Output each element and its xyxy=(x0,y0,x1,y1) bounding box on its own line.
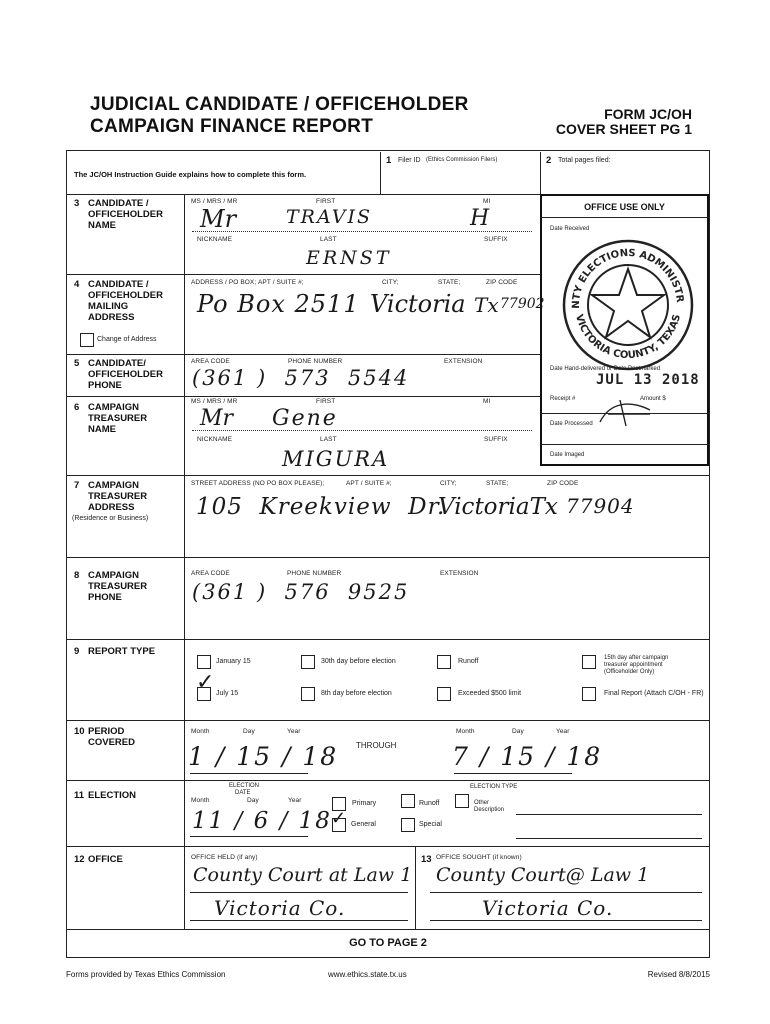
s4-state-value[interactable]: Tx xyxy=(474,293,499,317)
date-postmarked-label: Date Hand-delivered or Date Postmarked xyxy=(550,366,661,372)
s4-city-label: CITY; xyxy=(382,279,399,286)
s4-address-label: ADDRESS / PO BOX; xyxy=(191,279,257,286)
s7-label-2: TREASURER xyxy=(88,491,148,502)
box2-number: 2 xyxy=(546,155,552,166)
report-exceeded-label: Exceeded $500 limit xyxy=(458,690,522,697)
s4-zip-value[interactable]: 77902 xyxy=(500,296,545,312)
s9-number: 9 xyxy=(74,646,80,657)
s6-label-2: TREASURER xyxy=(88,413,148,424)
s5-phone-value[interactable]: (361 ) 573 5544 xyxy=(192,366,410,390)
form-title-line1: JUDICIAL CANDIDATE / OFFICEHOLDER xyxy=(90,94,469,115)
election-general-label: General xyxy=(351,821,376,828)
s6-label-1: CAMPAIGN xyxy=(88,402,140,413)
s6-prefix-value[interactable]: Mr xyxy=(200,406,234,431)
total-pages-label: Total pages filed: xyxy=(558,157,611,164)
office-sought-value-2[interactable]: Victoria Co. xyxy=(482,896,614,920)
s8-area-label: AREA CODE xyxy=(191,570,230,577)
through-label: THROUGH xyxy=(356,741,397,750)
election-runoff-checkbox[interactable] xyxy=(401,794,415,808)
s7-zip-label: ZIP CODE xyxy=(547,480,579,487)
county-seal-stamp xyxy=(561,238,695,372)
s10-number: 10 xyxy=(74,726,85,737)
s7-number: 7 xyxy=(74,480,80,491)
box1-number: 1 xyxy=(386,155,392,166)
s6-first-value[interactable]: Gene xyxy=(272,406,338,431)
s10-from-month-label: Month xyxy=(191,728,210,735)
report-15th-day-label-1: 15th day after campaign xyxy=(604,655,669,661)
filer-id-sublabel: (Ethics Commission Filers) xyxy=(426,157,498,163)
s6-nickname-label: NICKNAME xyxy=(197,436,233,443)
instruction-note: The JC/OH Instruction Guide explains how to complete this form. xyxy=(74,170,307,179)
election-description-label: Description xyxy=(474,807,505,813)
s11-date-value[interactable]: 11 / 6 / 18 xyxy=(192,808,332,834)
form-id-line1: FORM JC/OH xyxy=(604,106,692,122)
report-30th-day-label: 30th day before election xyxy=(321,658,396,665)
report-8th-day-label: 8th day before election xyxy=(321,690,392,697)
s10-to-value[interactable]: 7 / 15 / 18 xyxy=(452,742,603,771)
receipt-label: Receipt # xyxy=(550,396,576,402)
election-special-label: Special xyxy=(419,821,442,828)
change-of-address-checkbox[interactable] xyxy=(80,333,94,347)
footer-revised: Revised 8/8/2015 xyxy=(647,970,710,979)
s13-number: 13 xyxy=(421,854,432,865)
s4-zip-label: ZIP CODE xyxy=(486,279,518,286)
s11-month-label: Month xyxy=(191,797,210,804)
form-id-line2: COVER SHEET PG 1 xyxy=(555,121,692,137)
s7-label-3: ADDRESS xyxy=(88,502,135,513)
initials-scribble xyxy=(590,396,670,432)
s3-prefix-value[interactable]: Mr xyxy=(200,205,237,233)
s4-label-1: CANDIDATE / xyxy=(88,279,149,290)
s3-label-2: OFFICEHOLDER xyxy=(88,209,163,220)
election-general-checkmark: ✓ xyxy=(331,808,347,829)
s11-date-label: DATE xyxy=(235,790,251,796)
s3-last-label: LAST xyxy=(320,236,337,243)
election-type-label: ELECTION TYPE xyxy=(470,784,518,790)
s10-to-day-label: Day xyxy=(512,728,524,735)
change-of-address-label: Change of Address xyxy=(97,336,157,343)
s3-last-value[interactable]: ERNST xyxy=(306,247,392,269)
s3-mi-label: MI xyxy=(483,198,491,205)
amount-label: Amount $ xyxy=(640,396,666,402)
s7-street-label: STREET ADDRESS (NO PO BOX PLEASE); xyxy=(191,480,325,487)
report-july-15-checkmark: ✓ xyxy=(196,670,215,695)
report-exceeded-checkbox[interactable] xyxy=(437,687,451,701)
s6-last-value[interactable]: MIGURA xyxy=(282,447,390,471)
s10-to-month-label: Month xyxy=(456,728,475,735)
s10-label-2: COVERED xyxy=(88,737,135,748)
election-other-label: Other xyxy=(474,800,490,806)
s3-label-1: CANDIDATE / xyxy=(88,198,149,209)
s9-label: REPORT TYPE xyxy=(88,646,156,657)
s5-ext-label: EXTENSION xyxy=(444,358,483,365)
office-held-label: OFFICE HELD (if any) xyxy=(191,854,258,861)
s5-number: 5 xyxy=(74,358,80,369)
s4-state-label: STATE; xyxy=(438,279,461,286)
date-processed-label: Date Processed xyxy=(550,421,593,427)
election-special-checkbox[interactable] xyxy=(401,818,415,832)
s3-first-label: FIRST xyxy=(316,198,336,205)
s12-label: OFFICE xyxy=(88,854,123,865)
s7-city-label: CITY; xyxy=(440,480,457,487)
office-sought-value-1[interactable]: County Court@ Law 1 xyxy=(436,864,650,886)
s4-city-value[interactable]: Victoria xyxy=(370,290,466,318)
s8-label-3: PHONE xyxy=(88,592,122,603)
s11-label: ELECTION xyxy=(88,790,137,801)
s3-label-3: NAME xyxy=(88,220,116,231)
s10-to-year-label: Year xyxy=(556,728,570,735)
s3-first-value[interactable]: TRAVIS xyxy=(286,206,372,228)
s4-number: 4 xyxy=(74,279,80,290)
s4-label-4: ADDRESS xyxy=(88,312,135,323)
election-primary-label: Primary xyxy=(352,800,377,807)
s5-area-label: AREA CODE xyxy=(191,358,230,365)
report-8th-day-checkbox[interactable] xyxy=(301,687,315,701)
report-15th-day-label-3: (Officeholder Only) xyxy=(604,669,655,675)
report-final-label: Final Report (Attach C/OH - FR) xyxy=(604,690,704,697)
s6-number: 6 xyxy=(74,402,80,413)
report-january-15-label: January 15 xyxy=(216,658,251,665)
s10-from-year-label: Year xyxy=(287,728,301,735)
s3-nickname-label: NICKNAME xyxy=(197,236,233,243)
s8-number: 8 xyxy=(74,570,80,581)
date-received-label: Date Received xyxy=(550,226,590,232)
form-title-line2: CAMPAIGN FINANCE REPORT xyxy=(90,116,374,137)
footer-provider: Forms provided by Texas Ethics Commission xyxy=(66,970,226,979)
s10-from-day-label: Day xyxy=(243,728,255,735)
report-final-checkbox[interactable] xyxy=(582,687,596,701)
s3-number: 3 xyxy=(74,198,80,209)
go-to-page-2: GO TO PAGE 2 xyxy=(349,937,427,949)
s7-apt-label: APT / SUITE #; xyxy=(346,480,392,487)
s6-label-3: NAME xyxy=(88,424,116,435)
s3-mi-value[interactable]: H xyxy=(470,206,490,231)
s12-number: 12 xyxy=(74,854,85,865)
s8-label-2: TREASURER xyxy=(88,581,148,592)
s8-label-1: CAMPAIGN xyxy=(88,570,140,581)
report-january-15-checkbox[interactable] xyxy=(197,655,211,669)
s11-year-label: Year xyxy=(288,797,302,804)
report-runoff-label: Runoff xyxy=(458,658,479,665)
s5-label-1: CANDIDATE/ xyxy=(88,358,146,369)
s11-number: 11 xyxy=(74,790,85,801)
report-july-15-label: July 15 xyxy=(216,690,239,697)
s11-election-label: ELECTION xyxy=(229,783,260,789)
date-imaged-label: Date Imaged xyxy=(550,452,585,458)
s6-first-label: FIRST xyxy=(316,398,336,405)
s8-phone-label: PHONE NUMBER xyxy=(287,570,342,577)
s4-apt-label: APT / SUITE #; xyxy=(258,279,304,286)
s6-suffix-label: SUFFIX xyxy=(484,436,508,443)
s6-mi-label: MI xyxy=(483,398,491,405)
s7-label-1: CAMPAIGN xyxy=(88,480,140,491)
s4-label-2: OFFICEHOLDER xyxy=(88,290,163,301)
s8-ext-label: EXTENSION xyxy=(440,570,479,577)
footer-website[interactable]: www.ethics.state.tx.us xyxy=(328,970,407,979)
s7-state-label: STATE; xyxy=(486,480,509,487)
s6-last-label: LAST xyxy=(320,436,337,443)
s5-label-3: PHONE xyxy=(88,380,122,391)
s4-label-3: MAILING xyxy=(88,301,129,312)
svg-text:COUNTY ELECTIONS ADMINISTRATOR: NTY ELECTIONS ADMINISTR xyxy=(570,247,686,309)
s7-zip-value[interactable]: 77904 xyxy=(566,494,635,518)
report-30th-day-checkbox[interactable] xyxy=(301,655,315,669)
filer-id-label: Filer ID xyxy=(398,157,421,164)
office-sought-label: OFFICE SOUGHT (if known) xyxy=(436,854,522,861)
received-date-stamp: JUL 13 2018 xyxy=(596,372,700,388)
svg-text:VICTORIA COUNTY, TEXAS: VICTORIA COUNTY, TEXAS xyxy=(572,313,683,362)
s10-label-1: PERIOD xyxy=(88,726,125,737)
s3-prefix-label: MS / MRS / MR xyxy=(191,198,238,205)
s7-city-value[interactable]: VictoriaTx xyxy=(438,494,558,520)
s4-address-value[interactable]: Po Box 2511 xyxy=(197,290,360,318)
office-use-title: OFFICE USE ONLY xyxy=(584,202,665,212)
election-runoff-label: Runoff xyxy=(419,800,440,807)
report-15th-day-label-2: treasurer appointment xyxy=(604,662,663,668)
s5-label-2: OFFICEHOLDER xyxy=(88,369,163,380)
s7-label-sub: (Residence or Business) xyxy=(72,515,149,522)
s11-day-label: Day xyxy=(247,797,259,804)
s10-from-value[interactable]: 1 / 15 / 18 xyxy=(188,742,339,771)
report-runoff-checkbox[interactable] xyxy=(437,655,451,669)
s7-street-value[interactable]: 105 Kreekview Dr. xyxy=(196,494,446,520)
s8-phone-value[interactable]: (361 ) 576 9525 xyxy=(192,580,410,604)
office-held-value-2[interactable]: Victoria Co. xyxy=(214,896,346,920)
report-15th-day-checkbox[interactable] xyxy=(582,655,596,669)
s5-phone-label: PHONE NUMBER xyxy=(288,358,343,365)
office-held-value-1[interactable]: County Court at Law 1 xyxy=(193,864,413,886)
s6-prefix-label: MS / MRS / MR xyxy=(191,398,238,405)
election-other-checkbox[interactable] xyxy=(455,794,469,808)
s3-suffix-label: SUFFIX xyxy=(484,236,508,243)
